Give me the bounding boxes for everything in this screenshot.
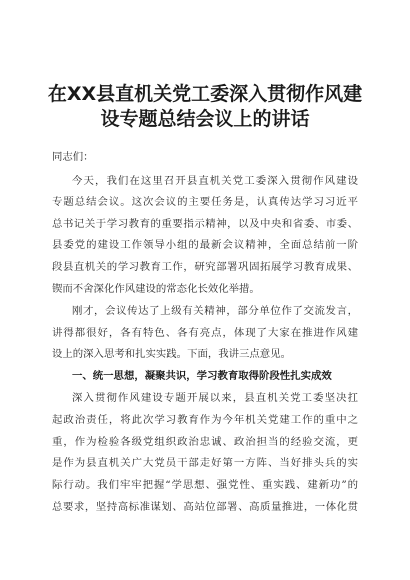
document-title-line-1: 在XX县直机关党工委深入贯彻作风建 (47, 83, 363, 105)
paragraph-line: 重，作为检验各级党组织政治忠诚、政治担当的经验交流，更 (52, 436, 358, 448)
paragraph-line: 县委党的建设工作领导小组的最新会议精神，全面总结前一阶 (52, 239, 358, 251)
paragraph-line: 锲而不舍深化作风建设的常态化长效化举措。 (52, 283, 260, 295)
salutation: 同志们： (52, 151, 94, 163)
paragraph-line: 起政治责任，将此次学习教育作为今年机关党建工作的重中之 (52, 414, 358, 426)
paragraph-line: 今天，我们在这里召开县直机关党工委深入贯彻作风建设 (72, 175, 358, 187)
paragraph-line: 总要求，坚持高标准谋划、高站位部署、高质量推进，一体化贯 (52, 501, 358, 513)
paragraph-line: 专题总结会议。这次会议的主要任务是，认真传达学习习近平 (52, 196, 358, 208)
paragraph-line: 段县直机关的学习教育工作，研究部署巩固拓展学习教育成果、 (52, 261, 358, 273)
paragraph-line: 刚才，会议传达了上级有关精神，部分单位作了交流发言， (72, 305, 358, 317)
paragraph-line: 是作为县直机关广大党员干部走好第一方阵、当好排头兵的实 (52, 457, 358, 469)
section-heading: 一、统一思想，凝聚共识，学习教育取得阶段性扎实成效 (72, 370, 332, 382)
paragraph-line: 总书记关于学习教育的重要指示精神，以及中央和省委、市委、 (52, 218, 358, 230)
paragraph-line: 深入贯彻作风建设专题开展以来，县直机关党工委坚决扛 (72, 392, 358, 404)
paragraph-line: 设上的深入思考和扎实实践。下面，我讲三点意见。 (52, 348, 291, 360)
paragraph-line: 际行动。我们牢牢把握“学思想、强党性、重实践、建新功”的 (52, 479, 358, 491)
paragraph-line: 讲得都很好，各有特色、各有亮点，体现了大家在推进作风建 (52, 327, 358, 339)
document-title-line-2: 设专题总结会议上的讲话 (100, 108, 310, 130)
